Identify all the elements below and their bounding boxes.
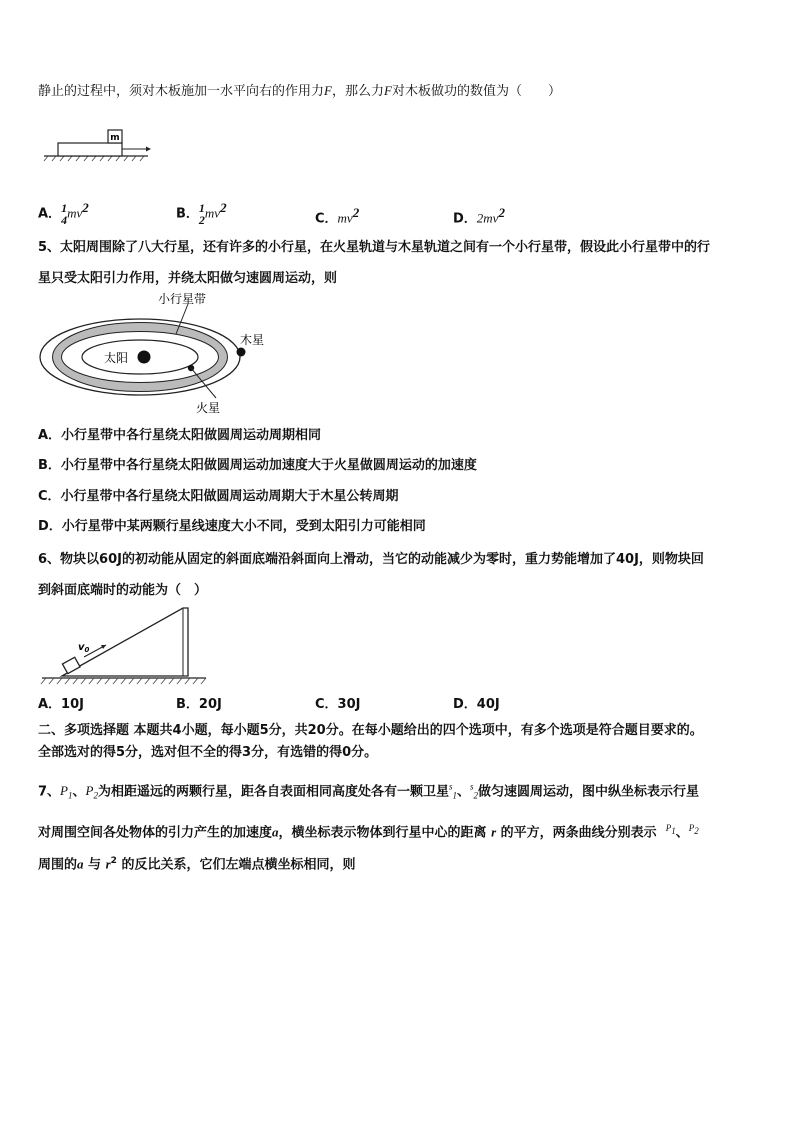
mars-label: 火星 — [196, 401, 221, 415]
sun — [138, 351, 151, 364]
q7-stem-line3: 周围的a 与 $r^2$ 的反比关系，它们左端点横坐标相同，则 — [38, 856, 356, 873]
q7-stem-line1: 7、$P_1$、$P_2$为相距遥远的两颗行星，距各自表面相同高度处各有一颗卫星$^s_1$、$^s_2$做匀速圆周运动，图中纵坐标表示行星 — [38, 782, 700, 801]
q5-option-c[interactable]: C．小行星带中各行星绕太阳做圆周运动周期大于木星公转周期 — [38, 489, 399, 504]
q4-option-b[interactable]: B． 1 2 $mv^2$ — [176, 200, 227, 227]
section2-line1: 二、多项选择题 本题共4小题，每小题5分，共20分。在每小题给出的四个选项中，有多个选项是符合题目要求的。 — [38, 723, 703, 738]
force-symbol: F — [324, 83, 332, 98]
q4-figure-board-block — [40, 124, 155, 164]
q4-option-c[interactable]: C．$mv^2$ — [315, 205, 360, 227]
asteroid-belt-label: 小行星带 — [158, 292, 207, 306]
jupiter-label: 木星 — [240, 333, 265, 347]
block-label: m — [110, 133, 120, 143]
q4-stem-middle: ，那么力 — [331, 84, 384, 99]
sun-label: 太阳 — [104, 351, 129, 365]
q6-option-d[interactable]: D．40J — [453, 697, 500, 712]
q7-stem-line2: 对周围空间各处物体的引力产生的加速度a，横坐标表示物体到行星中心的距离 r 的平方，两条曲线分别表示 $^{P_1}$、$^{P_2}$ — [38, 823, 699, 841]
q6-stem-line1: 6、物块以60J的初动能从固定的斜面底端沿斜面向上滑动，当它的动能减少为零时，重力势能增加了40J，则物块回 — [38, 552, 704, 567]
q4-stem — [38, 83, 561, 100]
q4-option-a[interactable]: A． 1 4 $mv^2$ — [38, 200, 89, 227]
q6-option-b[interactable]: B．20J — [176, 697, 222, 712]
jupiter — [237, 348, 246, 357]
q4-stem-before: 静止的过程中，须对木板施加一水平向右的作用力 — [38, 84, 325, 99]
q5-stem-line2: 星只受太阳引力作用，并绕太阳做匀速圆周运动，则 — [38, 271, 338, 286]
q5-stem-line1: 5、太阳周围除了八大行星，还有许多的小行星，在火星轨道与木星轨道之间有一个小行星带，假设此小行星带中的行 — [38, 240, 711, 255]
section2-line2: 全部选对的得5分，选对但不全的得3分，有选错的得0分。 — [38, 745, 378, 760]
q4-stem-after: 对木板做功的数值为（ ） — [391, 84, 561, 99]
q4-option-d[interactable]: D．$2mv^2$ — [453, 205, 505, 227]
velocity-label: $v_0$ — [78, 642, 90, 654]
q5-orbit-figure — [38, 290, 278, 416]
q6-incline-figure — [40, 604, 210, 688]
q6-stem-line2: 到斜面底端时的动能为（ ） — [38, 583, 208, 598]
q5-option-b[interactable]: B．小行星带中各行星绕太阳做圆周运动加速度大于火星做圆周运动的加速度 — [38, 458, 477, 473]
force-symbol-2: F — [383, 83, 392, 98]
q5-option-d[interactable]: D．小行星带中某两颗行星线速度大小不同，受到太阳引力可能相同 — [38, 519, 426, 534]
q6-option-c[interactable]: C．30J — [315, 697, 361, 712]
q6-option-a[interactable]: A．10J — [38, 697, 84, 712]
q5-option-a[interactable]: A．小行星带中各行星绕太阳做圆周运动周期相同 — [38, 428, 322, 443]
